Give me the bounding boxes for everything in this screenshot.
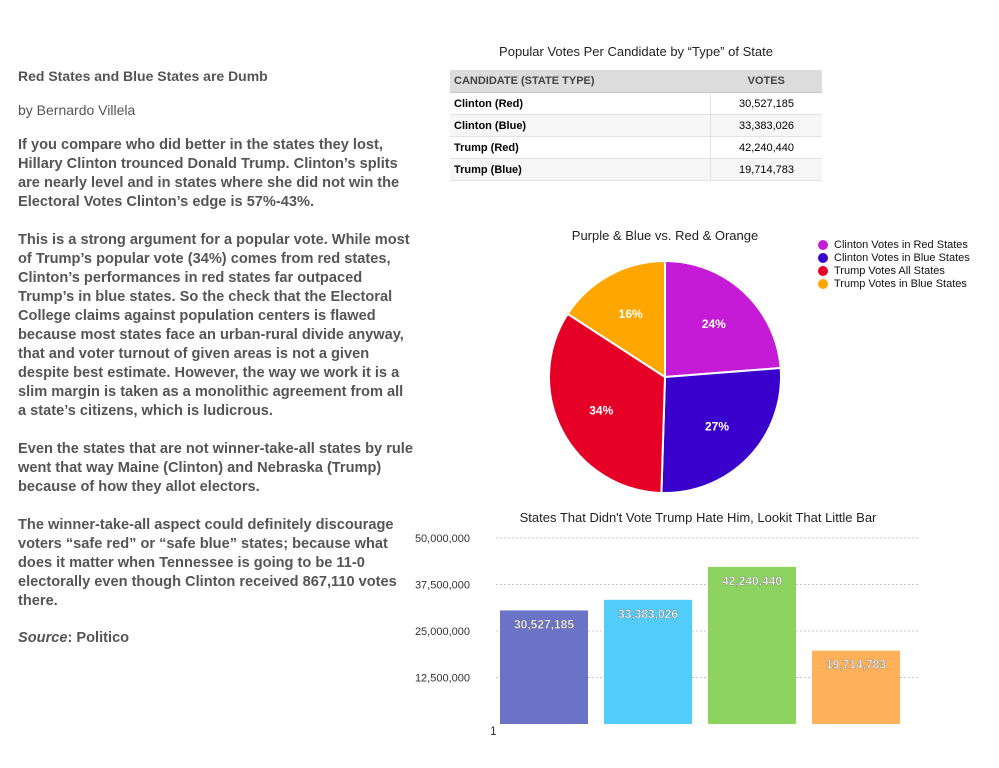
legend-label: Clinton Votes in Blue States (834, 251, 970, 264)
legend-label: Trump Votes in Blue States (834, 277, 967, 290)
table-header-row (450, 70, 822, 93)
pie-slice-label: 24% (701, 317, 726, 332)
table-row (450, 93, 822, 115)
article-paragraph: If you compare who did better in the states they lost, Hillary Clinton trounced Donald Trump. Clinton’s splits are nearly level and in states where she did not win the Electoral Votes Clinton’s edge is 57%-43%. (18, 137, 400, 210)
bar-value-label: 19,714,783 (825, 657, 887, 672)
table-cell-candidate: Trump (Blue) (450, 159, 711, 181)
source-label: Source (18, 630, 68, 646)
table-cell-candidate: Clinton (Blue) (450, 115, 711, 137)
table-cell-candidate: Clinton (Red) (450, 93, 711, 115)
article-paragraph: The winner-take-all aspect could definitely discourage voters “safe red” or “safe blue” states; because what does it matter when Tennessee is going to be 11-0 electorally even though Clinton received 867,110 votes there. (18, 517, 397, 609)
table-cell-candidate: Trump (Red) (450, 137, 711, 159)
legend-item (818, 277, 970, 290)
legend-item (818, 251, 970, 264)
article-byline: by Bernardo Villela (18, 102, 136, 118)
article (18, 68, 413, 646)
legend-item (818, 238, 970, 251)
legend-label: Clinton Votes in Red States (834, 238, 968, 251)
pie-chart (540, 252, 790, 502)
article-title: Red States and Blue States are Dumb (18, 68, 268, 84)
pie-legend (818, 238, 970, 290)
table-title: Popular Votes Per Candidate by “Type” of State (499, 44, 773, 59)
pie-chart-title: Purple & Blue vs. Red & Orange (571, 228, 759, 243)
bar-chart (408, 528, 928, 728)
article-source (18, 630, 413, 646)
pie-slice-label: 16% (618, 306, 643, 321)
column-header-votes: VOTES (711, 70, 822, 93)
table-row (450, 159, 822, 181)
y-tick-label: 50,000,000 (414, 533, 470, 545)
column-header-candidate: CANDIDATE (STATE TYPE) (450, 70, 711, 93)
pie-slice-label: 34% (589, 403, 614, 418)
article-paragraph: This is a strong argument for a popular vote. While most of Trump’s popular vote (34%) comes from red states, Clinton’s performances in red states far outpaced Trump’s in blue states. So the check that the Electoral College claims against population centers is flawed because most states face an urban-rural divide anyway, that and voter turnout of given areas is not a given despite best estimate. However, the way we work it is a slim margin is taken as a monolithic agreement from all a state’s citizens, which is ludicrous. (18, 232, 410, 419)
source-value: : Politico (67, 630, 130, 646)
bar-chart-title: States That Didn't Vote Trump Hate Him, Lookit That Little Bar (519, 510, 877, 525)
pie-slice-label: 27% (705, 419, 730, 434)
table-row (450, 137, 822, 159)
legend-item (818, 264, 970, 277)
bar-value-label: 33,383,026 (617, 606, 679, 621)
legend-swatch (818, 266, 828, 276)
table-row (450, 115, 822, 137)
legend-swatch (818, 279, 828, 289)
bar-value-label: 42,240,440 (721, 573, 783, 588)
y-tick-label: 37,500,000 (414, 579, 470, 592)
table-cell-votes: 42,240,440 (711, 137, 822, 159)
bar-category-label: 1 (490, 724, 497, 738)
legend-label: Trump Votes All States (834, 264, 945, 277)
table-cell-votes: 19,714,783 (711, 159, 822, 181)
table-cell-votes: 30,527,185 (711, 93, 822, 115)
votes-table (450, 70, 822, 181)
bar-value-label: 30,527,185 (513, 617, 575, 632)
table-cell-votes: 33,383,026 (711, 115, 822, 137)
article-paragraph: Even the states that are not winner-take-all states by rule went that way Maine (Clinton) and Nebraska (Trump) because of how they allot electors. (18, 441, 413, 495)
y-tick-label: 12,500,000 (414, 672, 470, 685)
y-tick-label: 25,000,000 (414, 626, 470, 638)
bar (708, 567, 796, 724)
legend-swatch (818, 253, 828, 263)
legend-swatch (818, 240, 828, 250)
